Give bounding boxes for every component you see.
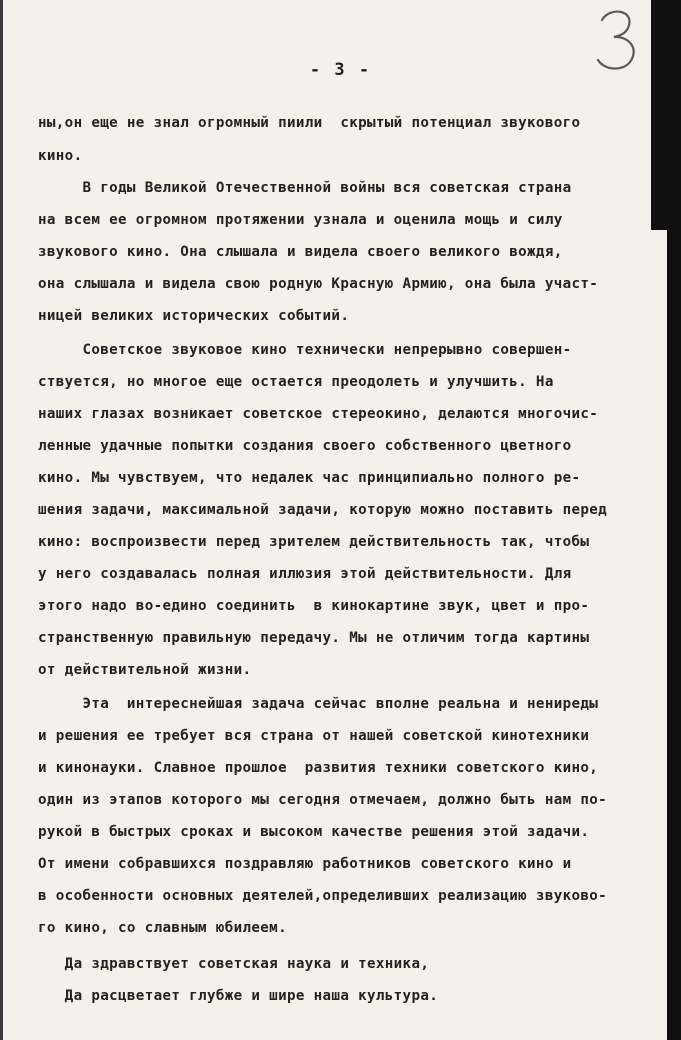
text-line: и решения ее требует вся страна от нашей советской кинотехники	[38, 728, 590, 744]
text-line: она слышала и видела свою родную Красную Армию, она была участ-	[38, 276, 599, 292]
text-line: кино. Мы чувствуем, что недалек час принципиально полного ре-	[38, 470, 581, 486]
text-line: ствуется, но многое еще остается преодолеть и улучшить. На	[38, 374, 554, 390]
closing-line: Да расцветает глубже и шире наша культура.	[38, 988, 439, 1004]
text-line: Эта интереснейшая задача сейчас вполне реальна и нениреды	[38, 696, 599, 712]
text-line: кино.	[38, 148, 83, 164]
text-line: странственную правильную передачу. Мы не отличим тогда картины	[38, 630, 590, 646]
closing-line: Да здравствует советская наука и техника,	[38, 956, 430, 972]
text-line: кино: воспроизвести перед зрителем действительность так, чтобы	[38, 534, 590, 550]
text-line: и кинонауки. Славное прошлое развития техники советского кино,	[38, 760, 599, 776]
text-line: на всем ее огромном протяжении узнала и оценила мощь и силу	[38, 212, 563, 228]
scan-right-edge	[667, 0, 681, 1040]
text-line: В годы Великой Отечественной войны вся советская страна	[38, 180, 572, 196]
text-line: Советское звуковое кино технически непрерывно совершен-	[38, 342, 572, 358]
text-line: в особенности основных деятелей,определивших реализацию звуково-	[38, 888, 608, 904]
text-line: го кино, со славным юбилеем.	[38, 920, 287, 936]
text-line: звукового кино. Она слышала и видела своего великого вождя,	[38, 244, 563, 260]
text-line: у него создавалась полная иллюзия этой действительности. Для	[38, 566, 572, 582]
text-line: ны,он еще не знал огромный пиили скрытый потенциал звукового	[38, 115, 581, 131]
text-line: этого надо во-едино соединить в кинокартине звук, цвет и про-	[38, 598, 590, 614]
text-line: рукой в быстрых сроках и высоком качестве решения этой задачи.	[38, 824, 590, 840]
handwritten-page-number	[588, 4, 648, 76]
scan-left-edge	[0, 0, 3, 1040]
text-line: От имени собравшихся поздравляю работников советского кино и	[38, 856, 572, 872]
text-line: наших глазах возникает советское стереокино, делаются многочис-	[38, 406, 599, 422]
text-line: шения задачи, максимальной задачи, которую можно поставить перед	[38, 502, 608, 518]
text-line: ницей великих исторических событий.	[38, 308, 350, 324]
text-line: от действительной жизни.	[38, 662, 252, 678]
text-line: ленные удачные попытки создания своего собственного цветного	[38, 438, 572, 454]
page-number: - 3 -	[309, 60, 372, 80]
text-line: один из этапов которого мы сегодня отмечаем, должно быть нам по-	[38, 792, 608, 808]
